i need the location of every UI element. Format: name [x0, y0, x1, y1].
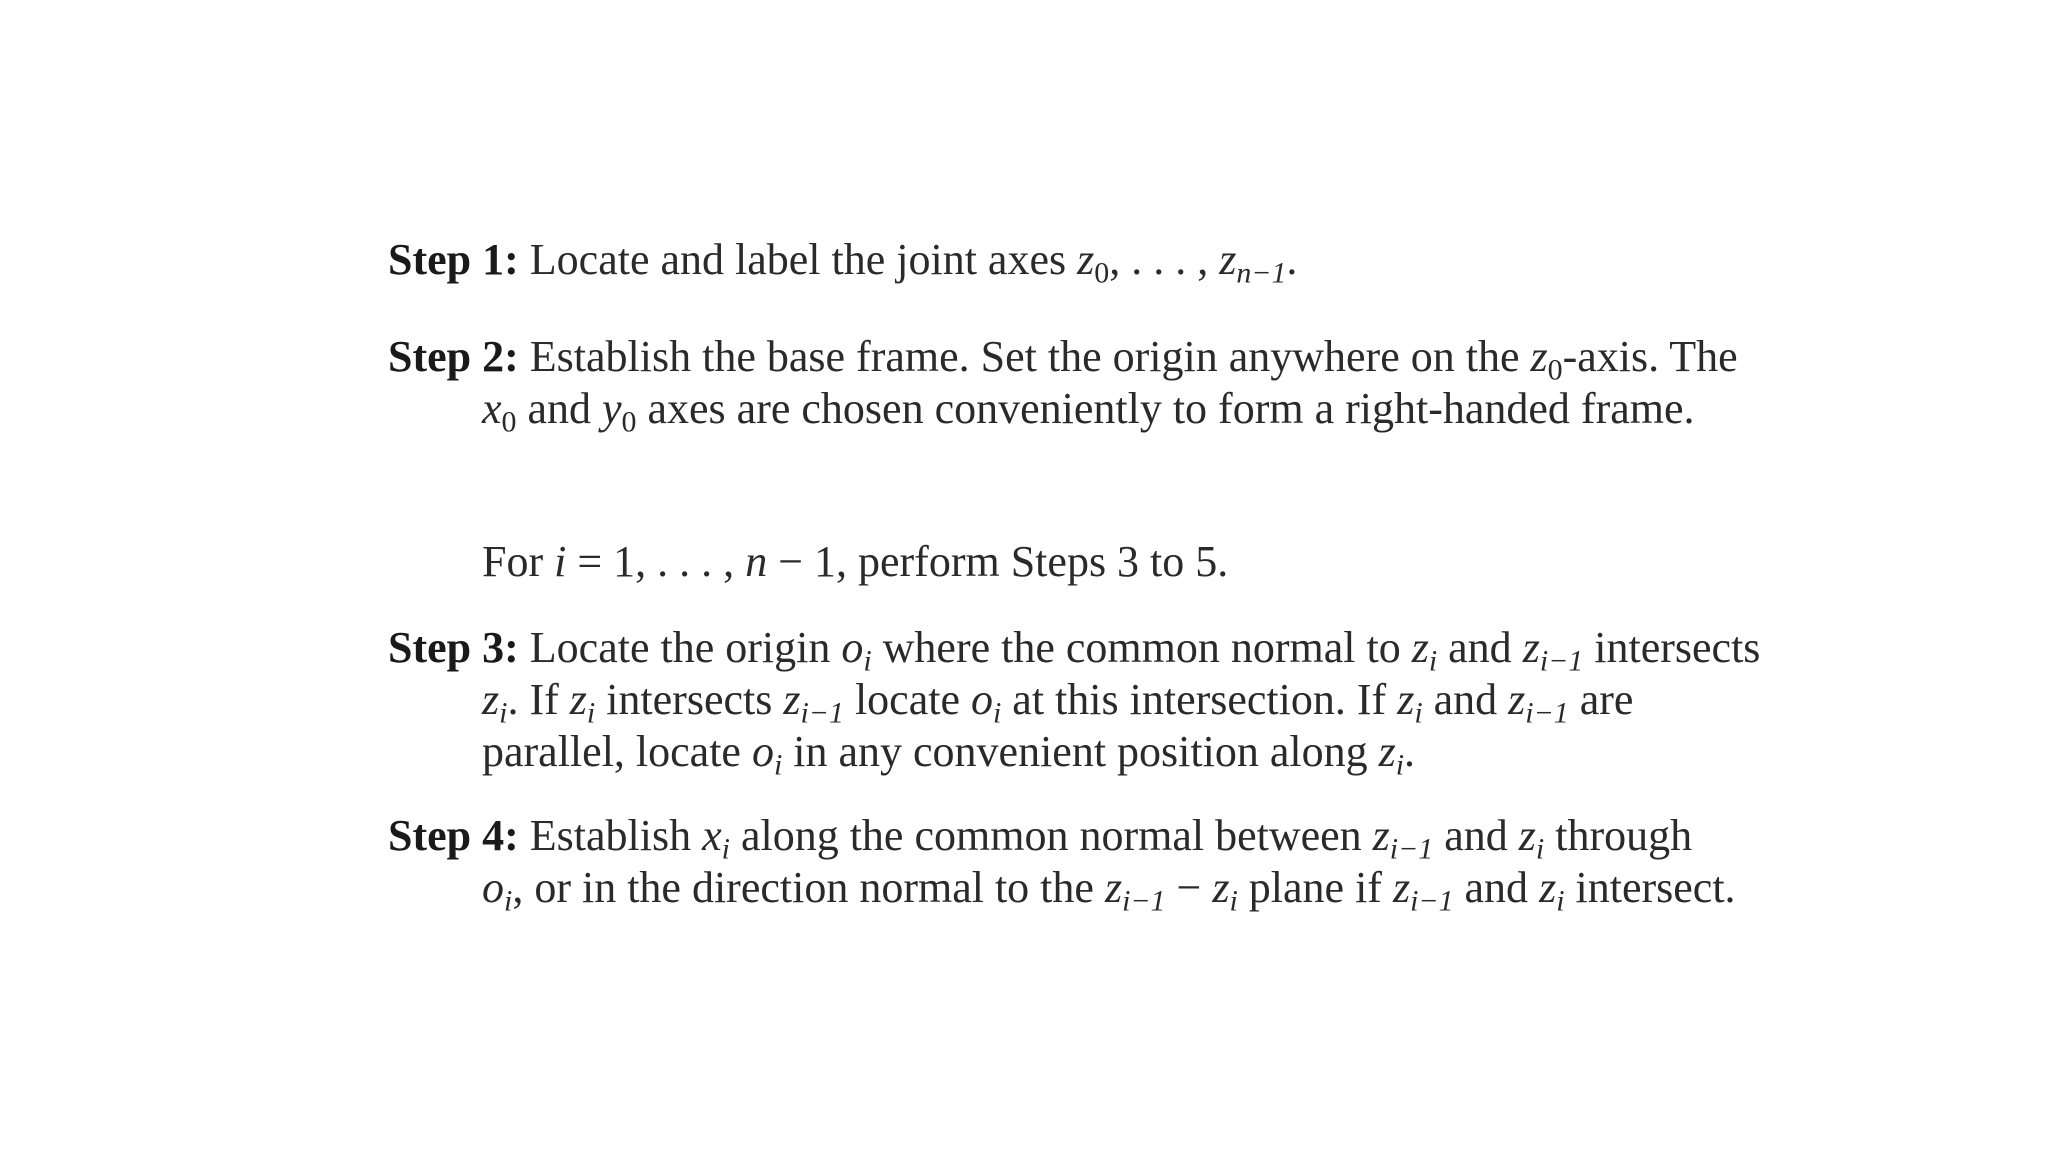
math-oi: $o_i$ — [482, 863, 513, 918]
step-1-text: Locate and label the joint axes — [529, 235, 1078, 284]
step-3-text-g: at this intersection. If — [1001, 675, 1398, 724]
math-zi: $z_i$ — [569, 675, 596, 730]
math-zi: $z_i$ — [1518, 811, 1545, 866]
math-zi: $z_i$ — [1378, 727, 1405, 782]
math-zi: $z_i$ — [1212, 863, 1238, 918]
math-zi-1: $z_{i-1}$ — [783, 675, 844, 730]
step-4-line-2 — [388, 862, 1736, 918]
step-2-text-a: Establish the base frame. Set the origin anywhere on the — [529, 332, 1531, 381]
step-2-label: Step 2: — [388, 332, 519, 381]
math-i: i — [554, 537, 567, 586]
math-xi: $x_i$ — [702, 811, 730, 866]
step-3-text-c: intersects — [1583, 623, 1761, 672]
math-z0: $z_0$ — [1077, 235, 1110, 290]
step-2-line-1 — [388, 331, 1738, 387]
math-zn-1: $z_{n-1}$ — [1219, 235, 1287, 290]
step-3-line-2 — [388, 674, 1668, 730]
step-3-label: Step 3: — [388, 623, 519, 672]
step-1 — [388, 234, 1668, 290]
math-oi: $o_i$ — [841, 623, 872, 678]
math-zi-1: $z_{i-1}$ — [1372, 811, 1434, 866]
math-zi-1: $z_{i-1}$ — [1392, 863, 1454, 918]
math-zi: $z_i$ — [1397, 675, 1423, 730]
step-3-line-3 — [388, 726, 1668, 782]
and-text: and — [516, 384, 603, 433]
math-oi: $o_i$ — [751, 727, 783, 782]
step-3-text-h: are — [1568, 675, 1634, 724]
for-text-c: − 1, perform Steps 3 to 5. — [767, 537, 1229, 586]
math-oi: $o_i$ — [970, 675, 1002, 730]
math-dots: , . . . , — [1109, 235, 1220, 284]
step-4 — [388, 810, 1736, 918]
and-text: and — [1437, 623, 1523, 672]
minus-sign: − — [1165, 863, 1213, 912]
for-text-b: = 1, . . . , — [566, 537, 746, 586]
step-1-line-1 — [388, 234, 1668, 290]
step-4-text-b: along the common normal between — [729, 811, 1373, 860]
math-x0: $x_0$ — [482, 384, 517, 439]
step-4-label: Step 4: — [388, 811, 519, 860]
step-3 — [388, 622, 1761, 782]
step-3-text-f: locate — [843, 675, 971, 724]
step-3-line-1 — [388, 622, 1761, 678]
for-text-a: For — [482, 537, 555, 586]
step-2 — [388, 331, 1738, 439]
step-4-text-d: , or in the direction normal to the — [512, 863, 1105, 912]
math-zi-1: $z_{i-1}$ — [1508, 675, 1569, 730]
step-3-text-j: in any convenient position along — [782, 727, 1379, 776]
and-text: and — [1422, 675, 1509, 724]
step-4-text-f: intersect. — [1564, 863, 1736, 912]
math-zi-1: $z_{i-1}$ — [1522, 623, 1584, 678]
math-z0: $z_0$ — [1530, 332, 1563, 387]
math-zi-1: $z_{i-1}$ — [1104, 863, 1166, 918]
for-loop-line — [482, 536, 1228, 588]
step-2-text-b: -axis. The — [1562, 332, 1738, 381]
period: . — [1286, 235, 1298, 284]
step-3-text-i: parallel, locate — [482, 727, 752, 776]
step-4-line-1 — [388, 810, 1693, 866]
math-y0: $y_0$ — [602, 384, 637, 439]
math-zi: $z_i$ — [1411, 623, 1438, 678]
and-text: and — [1453, 863, 1540, 912]
step-4-text-e: plane if — [1237, 863, 1393, 912]
math-zi: $z_i$ — [482, 675, 508, 730]
math-zi: $z_i$ — [1539, 863, 1565, 918]
step-3-text-d: . If — [507, 675, 570, 724]
step-3-text-a: Locate the origin — [529, 623, 842, 672]
math-n: n — [745, 537, 768, 586]
step-2-line-2 — [388, 383, 1695, 439]
step-3-text-e: intersects — [595, 675, 784, 724]
step-2-text-c: axes are chosen conveniently to form a right-handed frame. — [636, 384, 1695, 433]
and-text: and — [1433, 811, 1519, 860]
step-4-text-c: through — [1544, 811, 1693, 860]
period: . — [1404, 727, 1416, 776]
step-4-text-a: Establish — [529, 811, 703, 860]
step-3-text-b: where the common normal to — [871, 623, 1412, 672]
step-1-label: Step 1: — [388, 235, 519, 284]
